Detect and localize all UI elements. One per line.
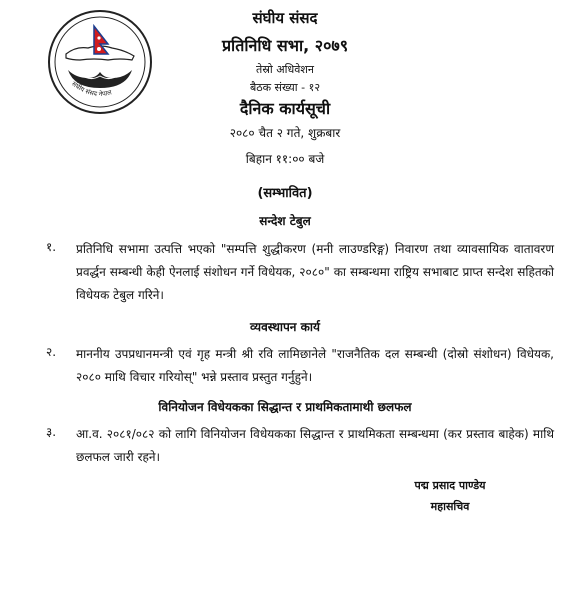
item-number: ३. [46, 425, 57, 439]
meeting-number: बैठक संख्या - १२ [249, 81, 321, 94]
item-text: माननीय उपप्रधानमन्त्री एवं गृह मन्त्री श्री रवि लामिछानेले "राजनैतिक दल सम्बन्धी (दोस्रो संशोधन) विधेयक, २०८० माथि विचार गरियोस्" भन्ने प्रस्ताव प्रस्तुत गर्नुहुने। [76, 347, 554, 384]
signatory-name: पद्म प्रसाद पाण्डेय [414, 479, 486, 492]
signatory-title: महासचिव [430, 500, 470, 513]
probable-label: (सम्भावित) [257, 186, 313, 201]
parliament-emblem-logo [46, 8, 154, 116]
meeting-time: बिहान ११:०० बजे [245, 152, 325, 166]
emblem-icon [46, 8, 154, 116]
meeting-date: २०८० चैत २ गते, शुक्रबार [229, 126, 341, 140]
section-heading-message-table: सन्देश टेबुल [259, 214, 311, 228]
section-heading-legislation: व्यवस्थापन कार्य [250, 320, 320, 334]
parliament-title: संघीय संसद [252, 9, 318, 27]
house-title: प्रतिनिधि सभा, २०७९ [221, 36, 349, 55]
session-label: तेस्रो अधिवेशन [256, 63, 314, 76]
item-number: २. [46, 345, 57, 359]
item-text: आ.व. २०८१/०८२ को लागि विनियोजन विधेयकका सिद्धान्त र प्राथमिकता सम्बन्धमा (कर प्रस्ताव बाहेक) माथि छलफल जारी रहने। [76, 427, 554, 464]
section-heading-appropriation: विनियोजन विधेयकका सिद्धान्त र प्राथमिकतामाथी छलफल [158, 400, 412, 414]
emblem-text: संघीय संसद नेपाल [70, 79, 113, 99]
item-text: प्रतिनिधि सभामा उत्पत्ति भएको "सम्पत्ति शुद्धीकरण (मनी लाउण्डरिङ्ग) निवारण तथा व्यावसायिक वातावरण प्रवर्द्धन सम्बन्धी केही ऐनलाई संशोधन गर्ने विधेयक, २०८०" का सम्बन्धमा राष्ट्रिय सभाबाट प्राप्त सन्देश सहितको विधेयक टेबुल गरिने। [76, 242, 554, 302]
item-number: १. [46, 240, 57, 254]
agenda-title: दैनिक कार्यसूची [239, 99, 331, 118]
